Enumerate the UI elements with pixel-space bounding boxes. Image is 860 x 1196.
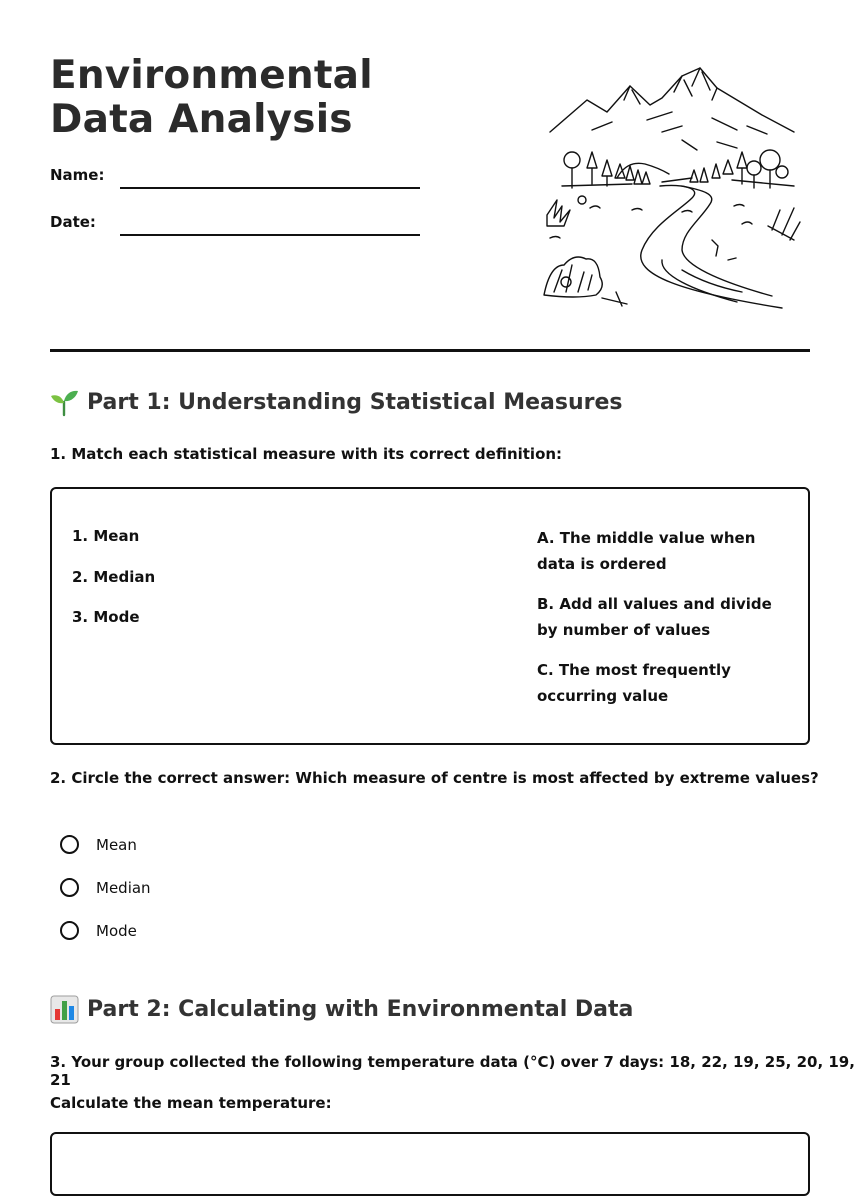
part1-heading [50,388,622,417]
radio-circle-icon[interactable] [60,878,79,897]
measure-median: 2. Median [72,567,156,586]
radio-circle-icon[interactable] [60,921,79,940]
landscape-illustration [532,60,810,325]
matching-box [50,487,810,745]
measure-mode: 3. Mode [72,608,140,626]
option-label: Mode [96,921,137,940]
name-label: Name: [50,166,105,184]
option-label: Mean [96,835,137,854]
radio-circle-icon[interactable] [60,835,79,854]
worksheet-title: Environmental Data Analysis [50,53,373,142]
part1-heading-text: Part 1: Understanding Statistical Measures [87,390,623,415]
bar-chart-icon [50,995,79,1024]
definition-c: C. The most frequently occurring value [537,661,731,705]
date-label: Date: [50,213,96,231]
answer-box[interactable] [50,1132,810,1196]
question-1: 1. Match each statistical measure with its correct definition: [50,445,563,463]
definition-b: B. Add all values and divide by number of values [537,595,772,639]
part2-heading [50,995,633,1024]
option-median[interactable] [60,878,151,897]
option-label: Median [96,878,151,897]
name-field[interactable] [120,187,420,189]
measure-mean: 1. Mean [72,527,140,545]
measures-list [72,527,155,649]
option-mode[interactable] [60,921,137,940]
question-2: 2. Circle the correct answer: Which measure of centre is most affected by extreme values? [50,769,819,787]
part2-heading-text: Part 2: Calculating with Environmental Data [87,997,634,1022]
date-field[interactable] [120,234,420,236]
question-3: 3. Your group collected the following temperature data (°C) over 7 days: 18, 22, 19, 25, 20, 19, 21 [50,1053,855,1089]
header-divider [50,349,810,352]
definition-a: A. The middle value when data is ordered [537,529,756,573]
calculate-instruction: Calculate the mean temperature: [50,1094,332,1112]
definitions-list [537,525,793,723]
option-mean[interactable] [60,835,137,854]
seedling-icon [50,388,79,417]
